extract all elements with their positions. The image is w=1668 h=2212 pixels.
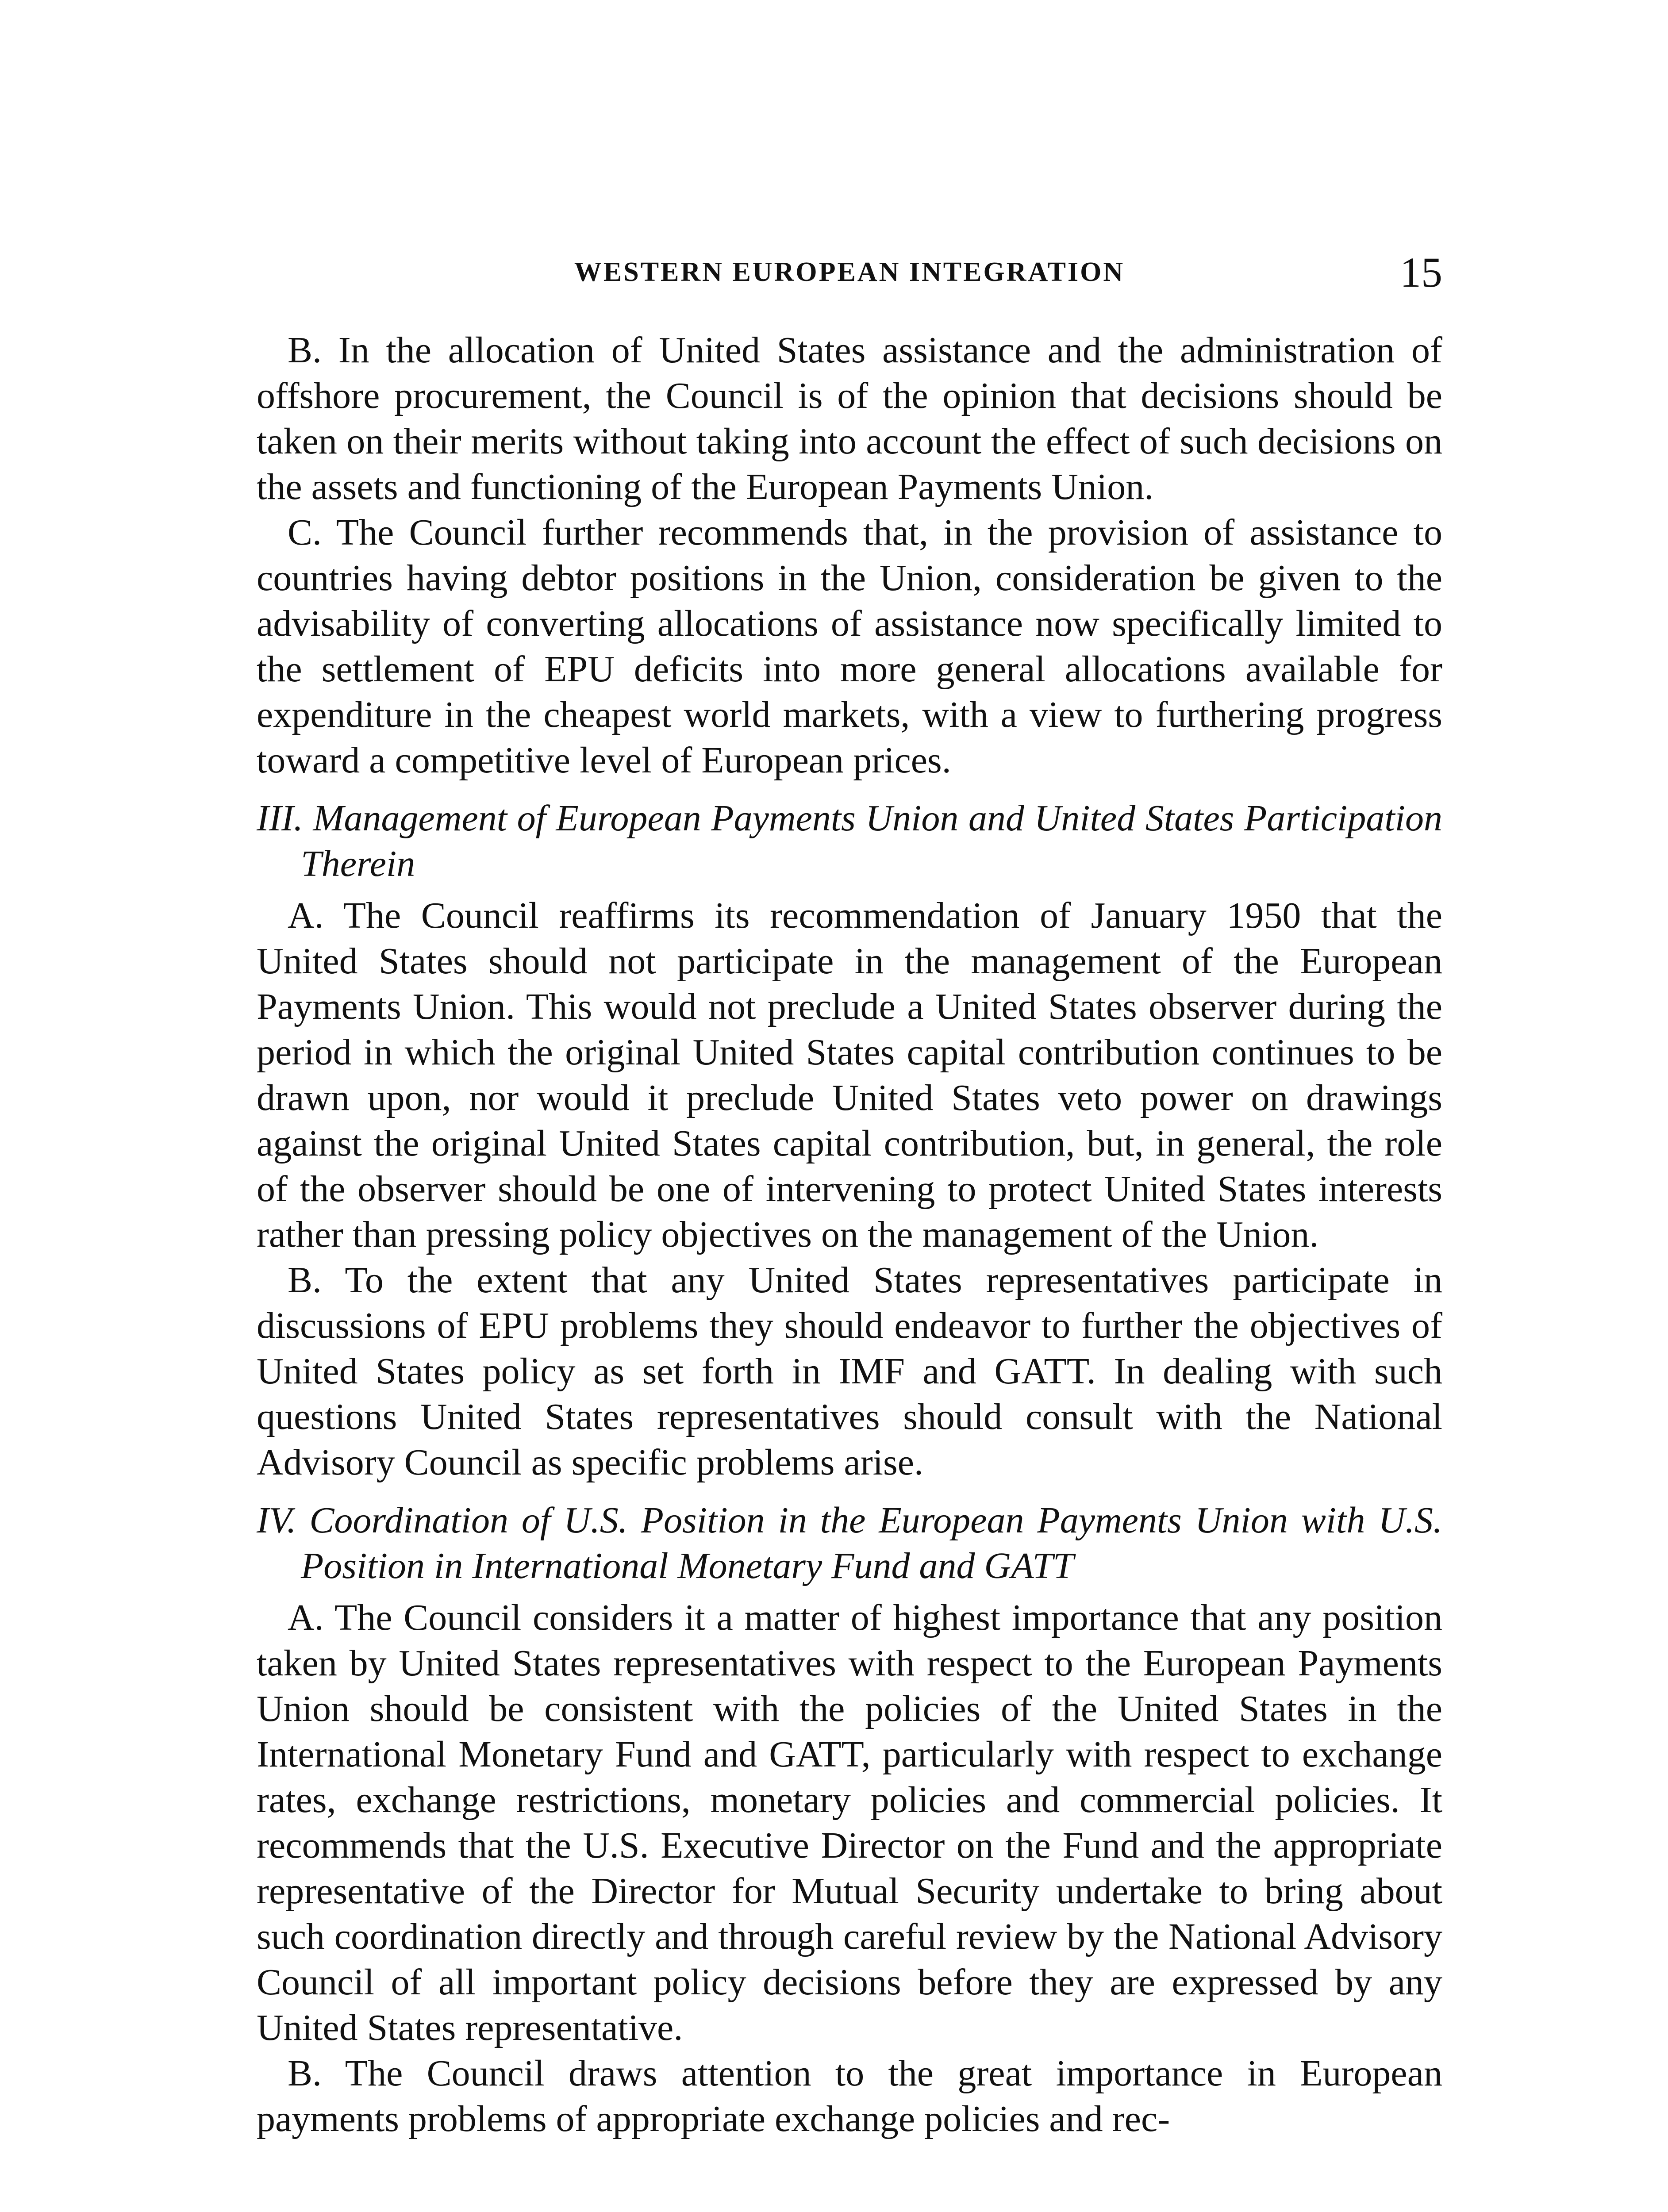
- paragraph-iv-b: B. The Council draws attention to the great importance in European payments problems of appropriate exchange policies and rec-: [257, 2053, 1442, 2139]
- paragraph-b-allocation: B. In the allocation of United States assistance and the administration of offshore procurement, the Council is of the opinion that decisions should be taken on their merits without taking into account the effect of such decisions on the assets and functioning of the European Payments Union.: [257, 330, 1442, 507]
- section-heading-iii: III. Management of European Payments Union and United States Participation Therein: [257, 798, 1442, 884]
- paragraph-iv-a: A. The Council considers it a matter of highest importance that any position taken by United States representatives with respect to the European Payments Union should be consistent with the policies of the United States in the International Monetary Fund and GATT, particularly with respect to exchange rates, exchange restrictions, monetary policies and commercial policies. It recommends that the U.S. Executive Director on the Fund and the appropriate representative of the Director for Mutual Security undertake to bring about such coordination directly and through careful review by the National Advisory Council of all important policy decisions before they are expressed by any United States representative.: [257, 1597, 1442, 2048]
- running-title: WESTERN EUROPEAN INTEGRATION: [574, 257, 1125, 287]
- section-heading-iv: IV. Coordination of U.S. Position in the European Payments Union with U.S. Position in International Monetary Fund and GATT: [257, 1500, 1442, 1586]
- paragraph-iii-b: B. To the extent that any United States representatives participate in discussions of EPU problems they should endeavor to further the objectives of United States policy as set forth in IMF and GATT. In dealing with such questions United States representatives should consult with the National Advisory Council as specific problems arise.: [257, 1260, 1442, 1483]
- paragraph-c-recommendation: C. The Council further recommends that, in the provision of assistance to countries having debtor positions in the Union, consideration be given to the advisability of converting allocations of assistance now specifically limited to the settlement of EPU deficits into more general allocations available for expenditure in the cheapest world markets, with a view to furthering progress toward a competitive level of European prices.: [257, 512, 1442, 781]
- paragraph-iii-a: A. The Council reaffirms its recommendation of January 1950 that the United States should not participate in the management of the European Payments Union. This would not preclude a United States observer during the period in which the original United States capital contribution continues to be drawn upon, nor would it preclude United States veto power on drawings against the original United States capital contribution, but, in general, the role of the observer should be one of intervening to protect United States interests rather than pressing policy objectives on the management of the Union.: [257, 895, 1442, 1255]
- body-text: [257, 327, 1442, 2142]
- page-number: 15: [1400, 249, 1442, 296]
- running-header: [257, 248, 1442, 301]
